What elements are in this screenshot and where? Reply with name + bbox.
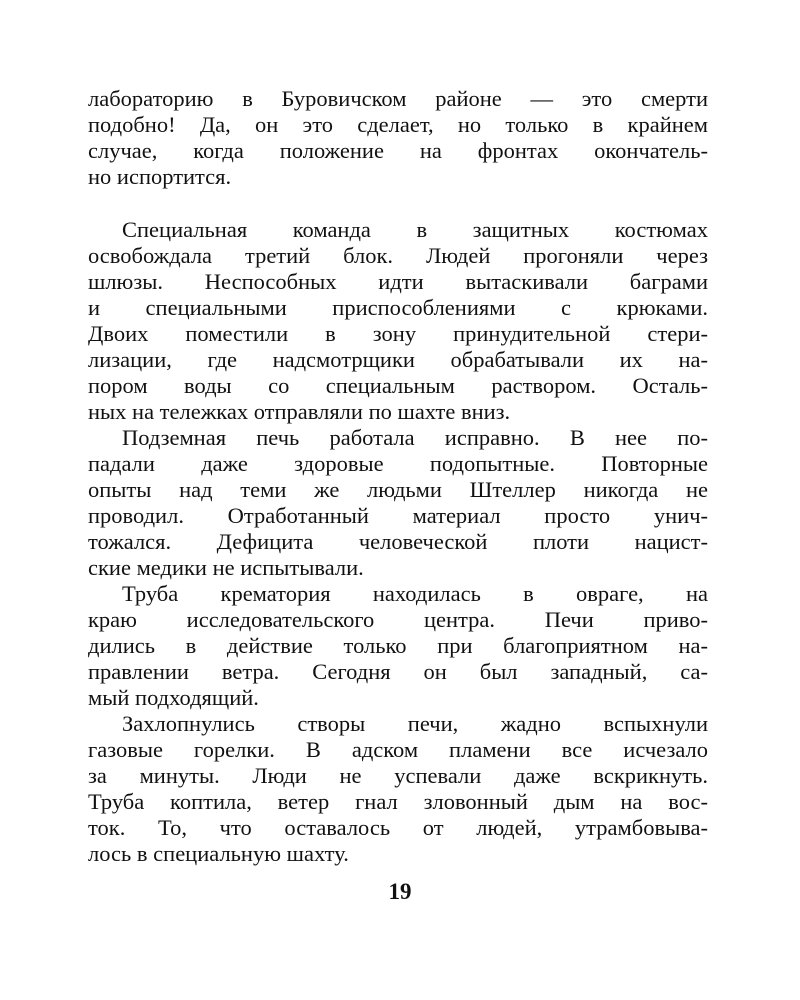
text-line: подобно! Да, он это сделает, но только в крайнем	[88, 112, 708, 137]
paragraph-5	[88, 711, 708, 867]
text-line: ские медики не испытывали.	[88, 555, 364, 580]
text-line: шлюзы. Неспособных идти вытаскивали баграми	[88, 269, 708, 294]
text-line: Труба коптила, ветер гнал зловонный дым на вос-	[88, 789, 708, 814]
paragraph-1	[88, 86, 708, 190]
text-line: пором воды со специальным раствором. Осталь-	[88, 373, 708, 398]
text-line: ток. То, что оставалось от людей, утрамбовыва-	[88, 815, 708, 840]
text-line: падали даже здоровые подопытные. Повторные	[88, 451, 708, 476]
text-line: краю исследовательского центра. Печи приво-	[88, 607, 708, 632]
text-line: Труба крематория находилась в овраге, на	[122, 581, 708, 606]
text-line: Двоих поместили в зону принудительной стери-	[88, 321, 708, 346]
text-line: дились в действие только при благоприятном на-	[88, 633, 708, 658]
text-line: мый подходящий.	[88, 685, 259, 710]
paragraph-2	[88, 217, 708, 425]
text-line: ных на тележках отправляли по шахте вниз.	[88, 399, 511, 424]
text-line: случае, когда положение на фронтах окончатель-	[88, 138, 708, 163]
text-line: освобождала третий блок. Людей прогоняли через	[88, 243, 708, 268]
text-line: газовые горелки. В адском пламени все исчезало	[88, 737, 708, 762]
text-line: лось в специальную шахту.	[88, 841, 349, 866]
text-line: лизации, где надсмотрщики обрабатывали их на-	[88, 347, 708, 372]
text-line: Захлопнулись створы печи, жадно вспыхнули	[122, 711, 708, 736]
paragraph-4	[88, 581, 708, 711]
book-page-body	[88, 86, 708, 867]
text-line: и специальными приспособлениями с крюками.	[88, 295, 708, 320]
text-line: Специальная команда в защитных костюмах	[122, 217, 708, 242]
text-line: за минуты. Люди не успевали даже вскрикнуть.	[88, 763, 708, 788]
text-line: Подземная печь работала исправно. В нее по-	[122, 425, 708, 450]
text-line: опыты над теми же людьми Штеллер никогда не	[88, 477, 708, 502]
paragraph-3	[88, 425, 708, 581]
page-number: 19	[388, 879, 412, 904]
text-line: тожался. Дефицита человеческой плоти нацист-	[88, 529, 708, 554]
text-line: но испортится.	[88, 164, 232, 189]
text-line: правлении ветра. Сегодня он был западный, са-	[88, 659, 708, 684]
text-line: проводил. Отработанный материал просто унич-	[88, 503, 708, 528]
text-line: лабораторию в Буровичском районе — это смерти	[88, 86, 708, 111]
